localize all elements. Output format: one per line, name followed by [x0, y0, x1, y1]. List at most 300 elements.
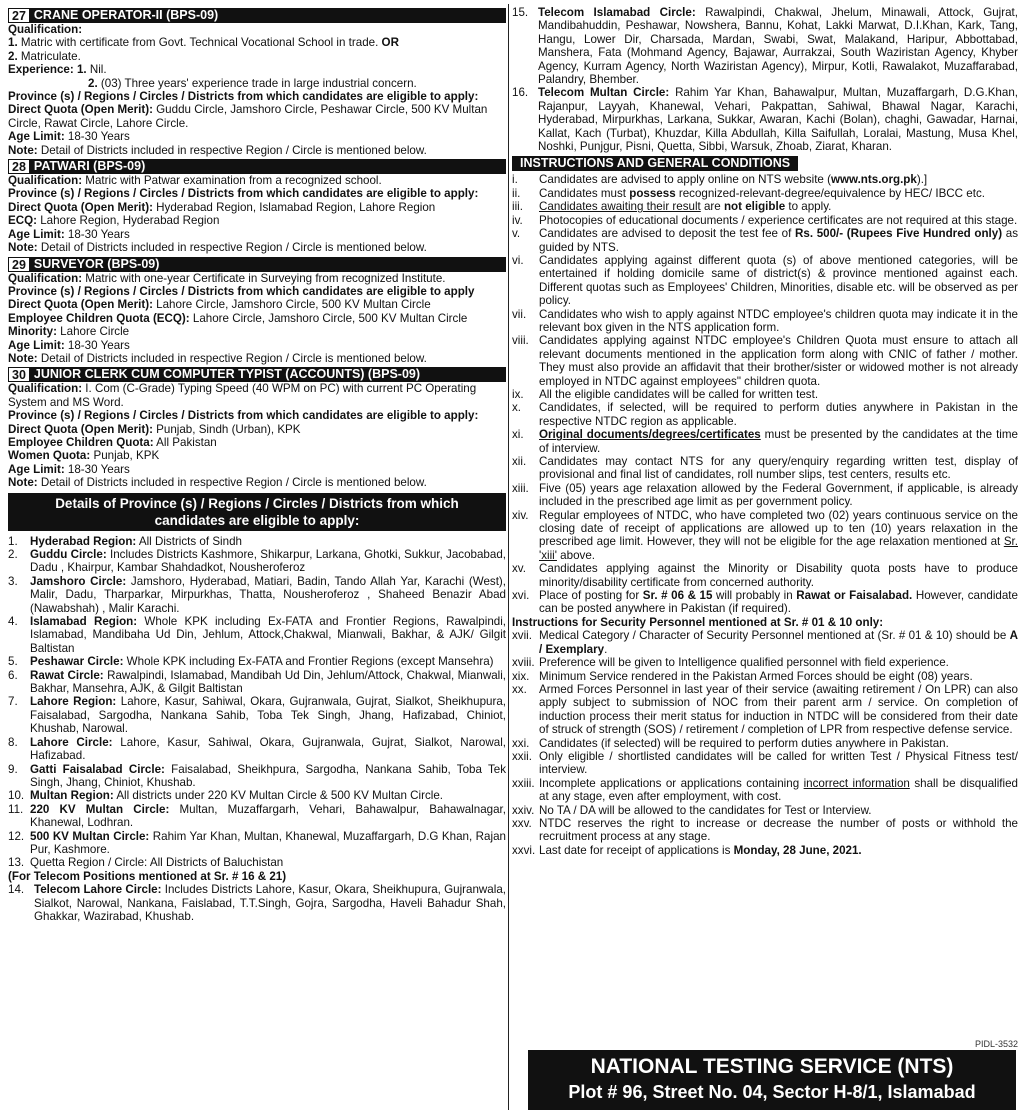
post-detail-line: [8, 23, 506, 36]
region-text: [538, 86, 1018, 153]
post-header: [8, 159, 506, 174]
instruction-number: xvi.: [512, 589, 530, 603]
region-item: [8, 736, 506, 763]
region-text: [30, 669, 506, 696]
instruction-number: xx.: [512, 682, 527, 696]
instruction-number: iii.: [512, 200, 523, 214]
instruction-number: xi.: [512, 428, 524, 442]
instruction-text: [539, 173, 1018, 186]
instruction-fragment: Candidates are advised to apply online on NTS website (: [539, 173, 831, 187]
region-item: [8, 695, 506, 735]
instruction-number: xxiv.: [512, 803, 535, 817]
instruction-fragment: Candidates are advised to deposit the test fee of: [539, 227, 795, 241]
instruction-text: [539, 227, 1018, 254]
instruction-text: [539, 562, 1018, 589]
instruction-fragment: Sr. 'xiii': [539, 535, 1018, 562]
instruction-text: [539, 589, 1018, 616]
detail-label: Note:: [8, 143, 38, 157]
instruction-fragment: NTDC reserves the right to increase or decrease the number of posts or withhold the recruitment process at any stage.: [539, 816, 1018, 844]
instruction-item: [512, 844, 1018, 857]
instruction-item: [512, 401, 1018, 428]
post-detail-line: [8, 436, 506, 449]
instruction-number: viii.: [512, 334, 529, 348]
instruction-fragment: Only eligible / shortlisted candidates will be called for written Test / Physical Fitness test/ interview.: [539, 749, 1018, 777]
instruction-fragment: Candidates applying against the Minority or Disability quota posts have to produce minority/disability certificate from concerned authority.: [539, 562, 1018, 589]
detail-text: (03) Three years' experience trade in large industrial concern.: [97, 76, 417, 90]
instruction-item: [512, 683, 1018, 737]
region-districts: Rahim Yar Khan, Multan, Khanewal, Muzaffargarh, D.G Khan, Rajan Pur, Kashmore.: [30, 829, 506, 856]
instruction-item: [512, 670, 1018, 683]
instruction-fragment: Incomplete applications or applications containing: [539, 776, 804, 790]
region-text: [30, 856, 506, 869]
security-heading: Instructions for Security Personnel mentioned at Sr. # 01 & 10 only:: [512, 615, 884, 629]
detail-label: Province (s) / Regions / Circles / Districts from which candidates are eligible to apply:: [8, 90, 479, 104]
post-detail-line: [8, 228, 506, 241]
instruction-fragment: Rawat or Faisalabad.: [796, 589, 913, 603]
instruction-fragment: Candidates applying against different quota (s) of above mentioned categories, will be entertained if holding domicile same of district(s) & province mentioned against each. Different quotas such as Employees' Children, Minorities, disable etc. will be observed as per policy.: [539, 253, 1018, 308]
region-name: Jamshoro Circle:: [30, 574, 127, 588]
post-detail-line: [8, 339, 506, 352]
instruction-number: v.: [512, 227, 521, 241]
instruction-fragment: ).]: [916, 173, 928, 187]
region-name: Multan Region:: [30, 789, 114, 803]
instruction-item: [512, 227, 1018, 254]
region-text: [30, 830, 506, 857]
detail-label: Province (s) / Regions / Circles / Districts from which candidates are eligible to apply:: [8, 409, 479, 423]
post-detail-line: [8, 174, 506, 187]
region-item: [8, 789, 506, 802]
instruction-number: xxiii.: [512, 776, 535, 790]
region-districts: Rawalpindi, Chakwal, Jhelum, Minawali, Attock, Gujrat, Mandibahuddin, Peshawar, Nowshera, Bannu, Kohat, Lakki Marwat, D.I.Khan, Kark, Tang, Hangu, Lower Dir, Charsada, Mardan, Swabi, Swat, Malakand, Haripur, Abbottabad, Manshera, Fata (Mohmand Agency, Bajawar, Aurrakzai, South Waziristan Agency, Khyber Agency, Kurram Agency, North Waziristan Agency), Mirpur, Kotli, Rawalakot, Muzaffarabad, Palandry, Bhember.: [538, 6, 1018, 87]
instruction-text: [539, 214, 1018, 227]
region-item: [512, 6, 1018, 86]
instruction-text: [539, 388, 1018, 401]
region-text: [30, 575, 506, 615]
instruction-number: x.: [512, 401, 522, 415]
instruction-fragment: shall be disqualified at any stage, even after employment, with cost.: [539, 776, 1018, 804]
instruction-fragment: Candidates may contact NTS for any query/enquiry regarding written test, display of provisional and final list of candidates, roll number slips, test centers, results etc.: [539, 455, 1018, 482]
pidl-code: PIDL-3532: [974, 1039, 1018, 1049]
region-name: Hyderabad Region:: [30, 534, 137, 548]
detail-text: Lahore Circle, Jamshoro Circle, 500 KV Multan Circle: [152, 298, 431, 312]
detail-label: Women Quota:: [8, 449, 91, 463]
instruction-fragment: recognized-relevant-degree/equivalence by HEC/ IBCC etc.: [675, 186, 985, 200]
instruction-fragment: Preference will be given to Intelligence qualified personnel with field experience.: [539, 656, 949, 670]
detail-label: Note:: [8, 476, 38, 490]
region-number: 16.: [512, 86, 529, 100]
instruction-fragment: as guided by NTS.: [539, 227, 1019, 254]
region-number: 11.: [8, 802, 24, 816]
post-detail-line: [8, 312, 506, 325]
post-detail-line: [8, 214, 506, 227]
post-title: PATWARI (BPS-09): [33, 159, 146, 174]
region-districts: Jamshoro, Hyderabad, Matiari, Badin, Tando Allah Yar, Karachi (West), Malir, Dadu, Tharparkar, Mirpurkhas, Thatta, Nousheroferoz , Shaheed Benazir Abad (Nawabshah) , Malir Karachi.: [30, 574, 506, 615]
post-detail-line: [8, 298, 506, 311]
instruction-fragment: Candidates who wish to apply against NTDC employee's children quota may indicate it in the relevant box given in the NTS application form.: [539, 307, 1018, 334]
instruction-fragment: Last date for receipt of applications is: [539, 843, 734, 857]
instruction-item: [512, 173, 1018, 186]
detail-label: Age Limit:: [8, 462, 65, 476]
instruction-fragment: possess: [629, 186, 676, 200]
post-detail-line: [8, 144, 506, 157]
region-text: [30, 803, 506, 830]
region-text: [30, 695, 506, 735]
region-number: 13.: [8, 856, 25, 870]
instruction-fragment: incorrect information: [803, 776, 910, 790]
detail-text: 18-30 Years: [64, 130, 130, 144]
region-name: Telecom Multan Circle:: [538, 86, 670, 100]
instruction-text: [539, 401, 1018, 428]
instruction-fragment: No TA / DA will be allowed to the candidates for Test or Interview.: [539, 803, 872, 817]
region-number: 8.: [8, 735, 18, 749]
region-number: 7.: [8, 695, 18, 709]
region-name: Gatti Faisalabad Circle:: [30, 762, 165, 776]
instruction-text: [539, 656, 1018, 669]
detail-text: Guddu Circle, Jamshoro Circle, Peshawar Circle, 500 KV Multan Circle, Rawat Circle, Lahore Circle.: [8, 103, 488, 130]
instruction-item: [512, 777, 1018, 804]
detail-text: Nil.: [86, 63, 107, 77]
region-item: [8, 548, 506, 575]
instruction-text: [539, 670, 1018, 683]
instruction-fragment: are: [700, 200, 724, 214]
instruction-text: [539, 737, 1018, 750]
instruction-fragment: Five (05) years age relaxation allowed by the Federal Government, if applicable, is already included in the prescribed age limit as per government policy.: [539, 481, 1018, 509]
region-districts: Multan, Muzaffargarh, Vehari, Bahawalpur, Bahawalnagar, Khanewal, Lodhran.: [30, 802, 506, 830]
region-number: 1.: [8, 534, 18, 548]
region-text: [30, 736, 506, 763]
telecom-note: (For Telecom Positions mentioned at Sr. # 16 & 21): [8, 869, 287, 883]
instruction-item: [512, 817, 1018, 844]
post-detail-line: [8, 476, 506, 489]
detail-text: 18-30 Years: [64, 227, 130, 241]
region-districts: Whole KPK including Ex-FATA and Frontier Regions, Rawalpindi, Islamabad, Mandibaha Ud Din, Jehlum, Attock,Chakwal, Mianwali, Bakhar, & AJK/ Gilgit Baltistan: [30, 615, 507, 655]
region-districts: All districts under 220 KV Multan Circle & 500 KV Multan Circle.: [113, 789, 444, 803]
detail-text: Detail of Districts included in respective Region / Circle is mentioned below.: [37, 143, 427, 157]
instruction-text: [539, 428, 1018, 455]
detail-text: Matriculate.: [17, 49, 81, 63]
instruction-number: iv.: [512, 213, 523, 227]
instruction-item: [512, 214, 1018, 227]
post-detail-line: [8, 201, 506, 214]
nts-footer-box: [528, 1050, 1016, 1110]
instruction-text: [539, 200, 1018, 213]
detail-text: Matric with certificate from Govt. Technical Vocational School in trade.: [17, 36, 382, 50]
post-detail-line: [8, 103, 506, 130]
instruction-number: xiii.: [512, 481, 529, 495]
region-text: [30, 789, 506, 802]
post-detail-line: [8, 77, 506, 90]
post-detail-line: [8, 463, 506, 476]
detail-label: Province (s) / Regions / Circles / Districts from which candidates are eligible to apply: [8, 284, 475, 298]
instruction-item: [512, 737, 1018, 750]
nts-name: NATIONAL TESTING SERVICE (NTS): [590, 1055, 954, 1078]
detail-label: Age Limit:: [8, 130, 65, 144]
instruction-item: [512, 482, 1018, 509]
instruction-text: [539, 750, 1018, 777]
detail-text: Punjab, KPK: [90, 449, 160, 463]
region-item: [8, 763, 506, 790]
instruction-number: xv.: [512, 562, 526, 576]
instruction-item: [512, 804, 1018, 817]
regions-heading: [8, 493, 506, 531]
region-number: 9.: [8, 762, 18, 776]
region-number: 2.: [8, 548, 18, 561]
region-text: [30, 763, 506, 790]
post-title: CRANE OPERATOR-II (BPS-09): [33, 8, 219, 22]
post-detail-line: [8, 382, 506, 409]
instruction-text: [539, 308, 1018, 335]
instruction-text: [539, 777, 1018, 804]
instruction-text: [539, 482, 1018, 509]
instruction-fragment: must be presented by the candidates at the time of interview.: [539, 428, 1018, 455]
instruction-fragment: Candidates applying against NTDC employee's Children Quota must ensure to attach all relevant documents mentioned in the application form along with CNIC of father / mother. They must also provide an affidavit that their brother/sister or widowed mother is not already employed in NTDC against employees" children quota.: [539, 334, 1018, 388]
instruction-number: xiv.: [512, 508, 529, 522]
instruction-item: [512, 428, 1018, 455]
instruction-number: xii.: [512, 455, 527, 468]
detail-text: Detail of Districts included in respective Region / Circle is mentioned below.: [37, 241, 427, 255]
region-districts: All Districts of Sindh: [136, 534, 242, 548]
detail-text: Lahore Circle, Jamshoro Circle, 500 KV Multan Circle: [189, 311, 468, 325]
post-number: 27: [8, 8, 30, 23]
region-districts: All Districts of Baluchistan: [147, 856, 284, 870]
instruction-text: [539, 804, 1018, 817]
detail-text: Detail of Districts included in respective Region / Circle is mentioned below.: [37, 476, 427, 490]
region-name: Quetta Region / Circle:: [30, 856, 148, 870]
post-number: 29: [8, 257, 30, 272]
instruction-item: [512, 200, 1018, 213]
post-number: 30: [8, 367, 30, 382]
instruction-fragment: Rs. 500/- (Rupees Five Hundred only): [795, 227, 1003, 241]
detail-label: 2.: [8, 49, 18, 63]
region-name: Telecom Islamabad Circle:: [538, 6, 696, 19]
detail-label: 1.: [8, 36, 18, 50]
column-divider: [508, 4, 509, 1110]
region-name: Telecom Lahore Circle:: [34, 883, 162, 897]
instruction-fragment: Candidates awaiting their result: [539, 200, 701, 214]
post-detail-line: [8, 285, 506, 298]
instruction-number: xix.: [512, 669, 530, 683]
instruction-fragment: Place of posting for: [539, 589, 643, 603]
detail-label: Qualification:: [8, 174, 83, 188]
detail-label: Direct Quota (Open Merit):: [8, 422, 153, 436]
instruction-fragment: However, candidate can be posted anywhere in Pakistan (if required).: [539, 589, 1018, 616]
region-name: Guddu Circle:: [30, 548, 107, 561]
left-column: [8, 6, 506, 923]
instruction-fragment: All the eligible candidates will be called for written test.: [539, 387, 819, 401]
instruction-fragment: Candidates (if selected) will be required to perform duties anywhere in Pakistan.: [539, 736, 949, 750]
instruction-item: [512, 750, 1018, 777]
regions-heading-line: candidates are eligible to apply:: [154, 512, 360, 528]
detail-text: Detail of Districts included in respective Region / Circle is mentioned below.: [37, 351, 427, 365]
region-districts: Lahore, Kasur, Sahiwal, Okara, Gujranwala, Gujrat, Sialkot, Narowal, Hafizabad.: [30, 735, 506, 763]
instruction-item: [512, 589, 1018, 616]
instruction-fragment: Candidates must: [539, 186, 630, 200]
detail-emphasis: OR: [381, 36, 399, 50]
instruction-fragment: www.nts.org.pk: [830, 173, 917, 187]
instruction-item: [512, 254, 1018, 308]
instruction-number: ii.: [512, 186, 521, 200]
post-detail-line: [8, 130, 506, 143]
instruction-text: [539, 187, 1018, 200]
region-name: Islamabad Region:: [30, 615, 138, 629]
instruction-fragment: .: [604, 642, 608, 656]
instruction-fragment: above.: [556, 548, 595, 562]
post-detail-line: [8, 36, 506, 49]
detail-label: Note:: [8, 351, 38, 365]
region-number: 10.: [8, 789, 25, 803]
detail-label: Note:: [8, 241, 38, 255]
post-detail-line: [8, 272, 506, 285]
instruction-number: vii.: [512, 307, 527, 321]
instructions-heading: INSTRUCTIONS AND GENERAL CONDITIONS: [512, 156, 798, 171]
post-number: 28: [8, 159, 30, 174]
region-districts: Faisalabad, Sheikhpura, Sargodha, Nankana Sahib, Toba Tek Singh, Jhang, Chiniot, Khushab.: [30, 762, 506, 789]
detail-text: 18-30 Years: [64, 338, 130, 352]
instruction-fragment: Regular employees of NTDC, who have completed two (02) years continuous service on the closing date of receipt of applications are allowed up to ten (10) years relaxation in the prescribed age limit. However, they will not be eligible for the age relaxation mentioned at: [539, 508, 1018, 549]
region-text: [538, 6, 1018, 86]
post-detail-line: [8, 449, 506, 462]
region-number: 5.: [8, 655, 18, 669]
detail-label: 2.: [88, 76, 98, 90]
instruction-item: [512, 562, 1018, 589]
instruction-number: ix.: [512, 387, 524, 401]
region-item: [8, 669, 506, 696]
region-districts: Rawalpindi, Islamabad, Mandibah Ud Din, Jehlum/Attock, Chakwal, Mianwali, Bakhar, Mansehra, AJK, & Gilgit Baltistan: [30, 668, 507, 696]
post-detail-line: [8, 352, 506, 365]
post-detail-line: [8, 325, 506, 338]
region-number: 3.: [8, 574, 18, 588]
region-number: 12.: [8, 829, 25, 843]
instruction-fragment: Photocopies of educational documents / experience certificates are not required at this stage.: [539, 213, 1018, 227]
detail-label: Age Limit:: [8, 338, 65, 352]
regions-list: [8, 535, 506, 870]
instruction-text: [539, 334, 1018, 388]
instruction-item: [512, 308, 1018, 335]
instruction-fragment: Armed Forces Personnel in last year of their service (awaiting retirement / On LPR) can also apply subject to submission of NOC from their parent arm / service. On completion of induction process their merit status for induction in NTDC will be considered from their date of struck of strength (SOS) / retirement / completion of LPR from respective defense service.: [539, 682, 1018, 737]
instruction-fragment: will probably in: [712, 589, 797, 603]
post-title: SURVEYOR (BPS-09): [33, 256, 160, 271]
detail-text: Matric with one-year Certificate in Surveying from recognized Institute.: [82, 271, 446, 285]
region-districts: Whole KPK including Ex-FATA and Frontier Regions (except Mansehra): [123, 655, 494, 669]
region-number: 6.: [8, 668, 18, 682]
instruction-fragment: A / Exemplary: [539, 629, 1018, 656]
post-detail-line: [8, 63, 506, 76]
detail-text: Lahore Region, Hyderabad Region: [36, 214, 220, 228]
instruction-fragment: not eligible: [723, 200, 786, 214]
instruction-number: xxi.: [512, 736, 530, 750]
region-districts: Rahim Yar Khan, Bahawalpur, Multan, Muzaffargarh, D.G.Khan, Rajanpur, Layyah, Khanewal, Vehari, Pakpattan, Sahiwal, Bhawal Nagar, Karachi, Hyderabad, Mirpurkhas, Larkana, Sukkar, Awaran, Kachi (Bolan), chaghi, Gawadar, Harnai, Kallat, Kach (Turbat), Khuzdar, Killa Abdullah, Killa Saifullah, Loralai, Mastung, Musa Khel, Noshki, Punjgur, Pisni, Quetta, Sibbi, Warsuk, Zhoab, Ziarat, Kharan.: [538, 86, 1018, 154]
instruction-text: [539, 629, 1018, 656]
post-detail-line: [8, 187, 506, 200]
right-column: [512, 6, 1018, 857]
region-name: Lahore Region:: [30, 695, 117, 709]
post-header: [8, 367, 506, 382]
instruction-fragment: Medical Category / Character of Security Personnel mentioned at (Sr. # 01 & 10) should be: [539, 629, 1010, 643]
instruction-item: [512, 656, 1018, 669]
detail-label: Age Limit:: [8, 227, 65, 241]
instruction-text: [539, 817, 1018, 844]
detail-text: All Pakistan: [153, 435, 217, 449]
region-districts: Includes Districts Kashmore, Shikarpur, Larkana, Ghotki, Sukkur, Jacobabad, Dadu , Khairpur, Kambar Shahdadkot, Nousheroferoz: [30, 548, 506, 575]
nts-address: Plot # 96, Street No. 04, Sector H-8/1, Islamabad: [568, 1082, 976, 1102]
detail-text: Hyderabad Region, Islamabad Region, Lahore Region: [152, 200, 436, 214]
post-detail-line: [8, 50, 506, 63]
post-header: [8, 257, 506, 272]
instruction-number: i.: [512, 173, 518, 187]
region-districts: Lahore, Kasur, Sahiwal, Okara, Gujranwala, Gujrat, Sialkot, Sheikhupura, Faisalabad, Sargodha, Nankana Sahib, Toba Tek Singh, Jhang, Hafizabad, Chiniot, Khushab, Narowal.: [30, 695, 506, 736]
instruction-text: [539, 254, 1018, 308]
instruction-number: xxii.: [512, 749, 532, 763]
post-detail-line: [8, 409, 506, 422]
region-item: [8, 803, 506, 830]
post-detail-line: [8, 241, 506, 254]
instruction-text: [539, 455, 1018, 482]
region-item: [8, 615, 506, 655]
instruction-fragment: to apply.: [785, 200, 832, 214]
detail-text: I. Com (C-Grade) Typing Speed (40 WPM on PC) with current PC Operating System and MS Word.: [8, 382, 477, 409]
detail-label: ECQ:: [8, 214, 37, 228]
detail-label: Province (s) / Regions / Circles / Districts from which candidates are eligible to apply:: [8, 187, 479, 201]
instruction-item: [512, 455, 1018, 482]
instruction-fragment: Original documents/degrees/certificates: [539, 428, 761, 442]
instruction-item: [512, 629, 1018, 656]
region-item: [512, 86, 1018, 153]
instruction-text: [539, 683, 1018, 737]
instruction-text: [539, 844, 1018, 857]
detail-text: Lahore Circle: [56, 325, 130, 339]
region-number: 15.: [512, 6, 529, 19]
detail-text: Punjab, Sindh (Urban), KPK: [152, 422, 301, 436]
detail-label: Employee Children Quota:: [8, 435, 154, 449]
instruction-fragment: Sr. # 06 & 15: [642, 589, 713, 603]
regions-heading-line: Details of Province (s) / Regions / Circles / Districts from which: [55, 495, 459, 511]
detail-label: Direct Quota (Open Merit):: [8, 103, 153, 117]
instruction-fragment: Minimum Service rendered in the Pakistan Armed Forces should be eight (08) years.: [539, 669, 973, 683]
instruction-number: xxv.: [512, 816, 532, 830]
region-text: [30, 655, 506, 668]
detail-label: Direct Quota (Open Merit):: [8, 298, 153, 312]
post-detail-line: [8, 423, 506, 436]
instruction-item: [512, 187, 1018, 200]
instruction-item: [512, 509, 1018, 563]
region-item: [8, 830, 506, 857]
post-detail-line: [8, 90, 506, 103]
post-header: [8, 8, 506, 23]
instruction-number: xvii.: [512, 629, 532, 643]
region-name: Lahore Circle:: [30, 735, 113, 749]
instruction-item: [512, 334, 1018, 388]
instruction-item: [512, 388, 1018, 401]
instruction-number: xviii.: [512, 656, 535, 670]
region-item: [8, 535, 506, 548]
detail-label: Qualification:: [8, 382, 83, 396]
instruction-number: xxvi.: [512, 843, 536, 857]
post-title: JUNIOR CLERK CUM COMPUTER TYPIST (ACCOUNTS) (BPS-09): [33, 367, 421, 382]
detail-label: Employee Children Quota (ECQ):: [8, 311, 190, 325]
region-text: [30, 548, 506, 575]
instruction-fragment: Candidates, if selected, will be required to perform duties anywhere in Pakistan in the respective NTDC region as applicable.: [539, 401, 1018, 428]
region-item: [8, 883, 506, 923]
region-text: [34, 883, 506, 923]
detail-text: 18-30 Years: [64, 462, 130, 476]
region-name: 500 KV Multan Circle:: [30, 829, 150, 843]
detail-label: Qualification:: [8, 271, 83, 285]
region-number: 14.: [8, 883, 25, 897]
region-text: [30, 535, 506, 548]
region-name: Rawat Circle:: [30, 668, 104, 682]
region-text: [30, 615, 506, 655]
instruction-text: [539, 509, 1018, 563]
